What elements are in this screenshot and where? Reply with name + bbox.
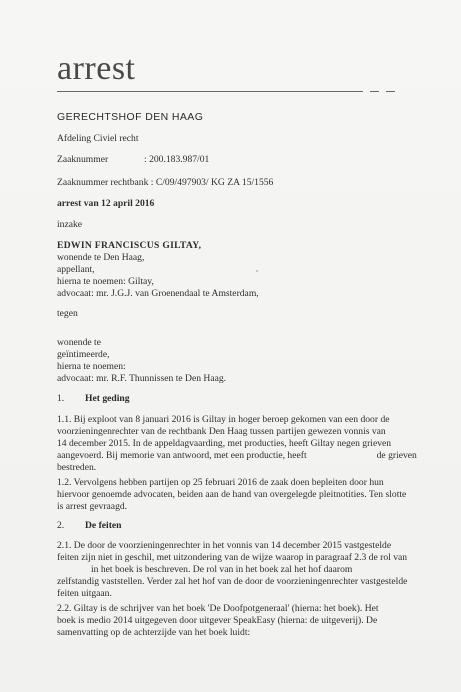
inzake-label: inzake xyxy=(57,219,83,230)
paragraph-line: hiervoor genoemde advocaten, beiden aan de hand van overgelegde pleitnotities. Ten slotte xyxy=(57,489,407,500)
paragraph-line: boek is medio 2014 uitgegeven door uitgever SpeakEasy (hierna: de uitgeverij). De xyxy=(57,615,378,626)
paragraph-1-1 xyxy=(57,414,417,474)
paragraph-line: 1.2. Vervolgens hebben partijen op 25 februari 2016 de zaak doen bepleiten door hun xyxy=(57,477,384,488)
court-name: GERECHTSHOF DEN HAAG xyxy=(57,111,204,123)
appellant-line: wonende te Den Haag, xyxy=(57,252,145,263)
paragraph-line: in het boek is beschreven. De rol van in het boek zal het hof daarom xyxy=(91,564,353,575)
paragraph-line: voorzieningenrechter van de rechtbank Den Haag tussen partijen gewezen vonnis van xyxy=(57,426,386,437)
paragraph-line: feiten zijn niet in geschil, met uitzondering van de wijze waarop in paragraaf 2.3 de rol van xyxy=(57,552,408,563)
appellant-line: hierna te noemen: Giltay, xyxy=(57,276,154,287)
paragraph-line: is arrest gevraagd. xyxy=(57,501,128,512)
respondent-line: geïntimeerde, xyxy=(57,349,110,360)
section-title: De feiten xyxy=(85,520,122,531)
tegen-label: tegen xyxy=(57,308,78,319)
paragraph-2-1 xyxy=(57,540,409,600)
paragraph-line: samenvatting op de achterzijde van het boek luidt: xyxy=(57,627,251,638)
paragraph-line: 2.1. De door de voorzieningenrechter in het vonnis van 14 december 2015 vastgestelde xyxy=(57,540,392,551)
paragraph-line: zelfstandig vaststellen. Verder zal het hof van de door de voorzieningenrechter vastgestelde xyxy=(57,576,408,587)
section-number: 1. xyxy=(57,393,65,404)
department-label: Afdeling Civiel recht xyxy=(57,133,139,144)
paragraph-line: bestreden. xyxy=(57,462,97,473)
paragraph-line: 2.2. Giltay is de schrijver van het boek 'De Doofpotgeneraal' (hierna: het boek). Het xyxy=(57,603,379,614)
paragraph-line-text: aangevoerd. Bij memorie van antwoord, met een productie, heeft xyxy=(57,450,307,461)
zaaknummer-value: : 200.183.987/01 xyxy=(144,154,210,165)
arrest-logo-word: arrest xyxy=(57,50,136,87)
appellant-name: EDWIN FRANCISCUS GILTAY, xyxy=(57,240,202,251)
paragraph-1-2 xyxy=(57,477,409,513)
respondent-line: wonende te xyxy=(57,337,101,348)
section-number: 2. xyxy=(57,520,65,531)
paragraph-line xyxy=(57,450,417,462)
respondent-line: advocaat: mr. R.F. Thunnissen te Den Haag. xyxy=(57,373,227,384)
zaaknummer-label: Zaaknummer xyxy=(57,154,109,165)
paragraph-line: feiten uitgaan. xyxy=(57,588,112,599)
appellant-line: advocaat: mr. J.G.J. van Groenendaal te Amsterdam, xyxy=(57,288,259,299)
header-rule xyxy=(57,91,363,92)
rechtbank-zaaknummer: Zaaknummer rechtbank : C/09/497903/ KG ZA 15/1556 xyxy=(57,177,274,188)
paragraph-line-tail: de grieven xyxy=(376,450,417,461)
arrest-date: arrest van 12 april 2016 xyxy=(57,198,155,209)
header-rule-dash xyxy=(386,91,395,92)
header-rule-dash xyxy=(370,91,379,92)
paragraph-line: 1.1. Bij exploot van 8 januari 2016 is Giltay in hoger beroep gekomen van een door de xyxy=(57,414,390,425)
paragraph-2-2 xyxy=(57,603,409,639)
scan-speck xyxy=(256,270,258,272)
appellant-line: appellant, xyxy=(57,264,95,275)
respondent-line: hierna te noemen: xyxy=(57,361,126,372)
paragraph-line: 14 december 2015. In de appeldagvaarding, met producties, heeft Giltay negen grieven xyxy=(57,438,392,449)
section-title: Het geding xyxy=(85,393,130,404)
